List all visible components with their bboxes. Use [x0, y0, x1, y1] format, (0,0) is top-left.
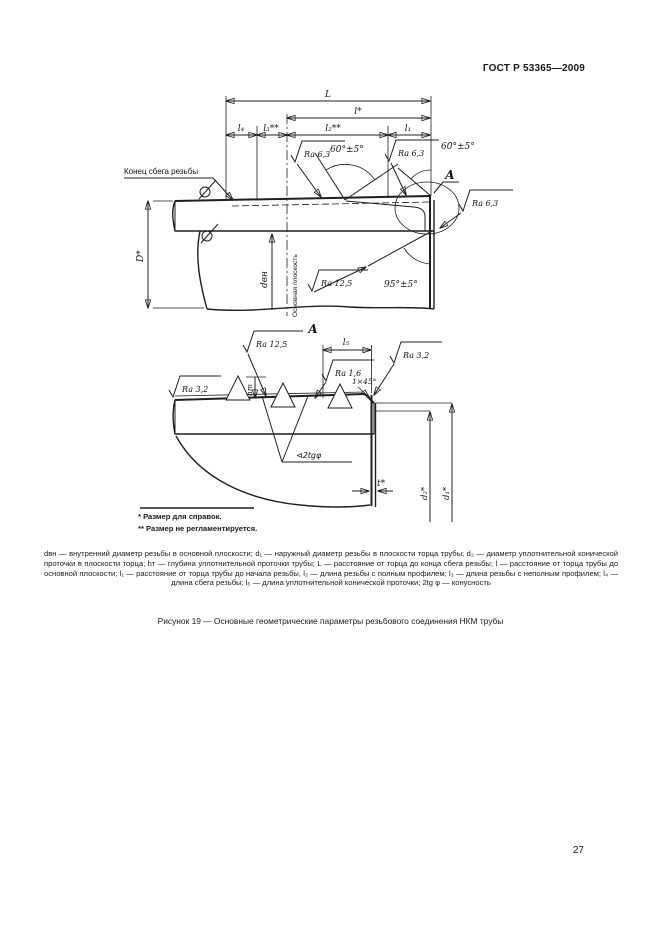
main-plane	[287, 114, 299, 317]
roughness-ra32-left	[169, 376, 221, 397]
svg-text:Ra 3,2: Ra 3,2	[182, 385, 209, 394]
angle-60-label-2: 60°±5°	[441, 142, 475, 152]
roughness-ra32-right	[374, 342, 442, 395]
dim-label-L: L	[325, 90, 331, 100]
detail-view-title: А	[308, 322, 318, 336]
detail-pipe-section	[173, 376, 375, 507]
taper-label: ⊲2tgφ	[296, 451, 322, 460]
thread-runout-callout	[124, 167, 233, 200]
svg-text:Ra 6,3: Ra 6,3	[304, 150, 331, 159]
svg-text:Ra 6,3: Ra 6,3	[472, 199, 499, 208]
svg-text:Ra 3,2: Ra 3,2	[403, 351, 430, 360]
roughness-ra63-3	[440, 190, 513, 228]
svg-text:Ra 6,3: Ra 6,3	[398, 149, 425, 158]
dimension-d-vn	[260, 234, 272, 310]
dim-label-d-vn: dвн	[260, 271, 270, 288]
dim-label-d1: d₁*	[442, 486, 452, 500]
standard-header: ГОСТ Р 53365—2009	[482, 63, 585, 74]
pipe-section	[173, 180, 434, 310]
dim-label-D: D*	[136, 250, 146, 262]
page-number: 27	[572, 845, 584, 856]
chamfer-label: 1×45°	[352, 377, 377, 386]
main-plane-label: Основная плоскость	[292, 254, 299, 317]
dim-label-d2: d₂*	[420, 486, 430, 500]
footnotes	[138, 511, 257, 535]
dim-label-l1: l₁	[404, 124, 412, 134]
dim-label-l4: l₄	[237, 124, 245, 134]
detail-callout-letter: А	[445, 168, 455, 182]
svg-text:Ra 12,5: Ra 12,5	[321, 279, 353, 288]
seal-angle-95	[368, 231, 432, 290]
roughness-ra125-main	[308, 267, 368, 292]
dim-label-t: t*	[377, 479, 386, 489]
footnote-not-regulated: ** Размер не регламентируется.	[138, 524, 258, 533]
svg-text:Ra 12,5: Ra 12,5	[256, 340, 288, 349]
dim-label-h: hт	[245, 384, 254, 396]
dim-label-l5: l₅	[342, 338, 350, 348]
detail-view	[169, 322, 452, 522]
dim-label-l3: l₃**	[263, 124, 279, 134]
dim-label-l2: l₂**	[325, 124, 341, 134]
angle-95-label: 95°±5°	[384, 280, 418, 290]
main-view	[124, 90, 513, 317]
detail-callout	[395, 168, 459, 234]
thread-runout-label: Конец сбега резьбы	[124, 167, 199, 176]
angle-60-label: 60°±5°	[330, 145, 364, 155]
svg-text:Ra 1,6: Ra 1,6	[335, 369, 362, 378]
figure-caption: Рисунок 19 — Основные геометрические параметры резьбового соединения НКМ трубы	[157, 616, 504, 626]
dimension-D	[136, 201, 204, 308]
dimension-d2-d1	[376, 403, 453, 522]
figure-legend: dвн — внутренний диаметр резьбы в основной плоскости; d₁ — наружный диаметр резьбы в плоскости торца трубы; d₂ — диаметр уплотнительной конической проточки в плоскости торца; hт — глубина уплотнительной проточки трубы; L — расстояние от торца до конца сбега резьбы; l — расстояние от торца трубы до основной плоскости; l₁ — расстояние от торца трубы до начала резьбы, l₂ — длина резьбы с полным профилем; l₃ — длина резьбы с неполным профилем; l₄ — длина сбега резьбы; l₅ — длина уплотнительной конической проточки; 2tg φ — конусность	[44, 549, 618, 588]
dim-label-l-star: l*	[354, 107, 362, 117]
footnote-reference: * Размер для справок.	[138, 512, 222, 521]
